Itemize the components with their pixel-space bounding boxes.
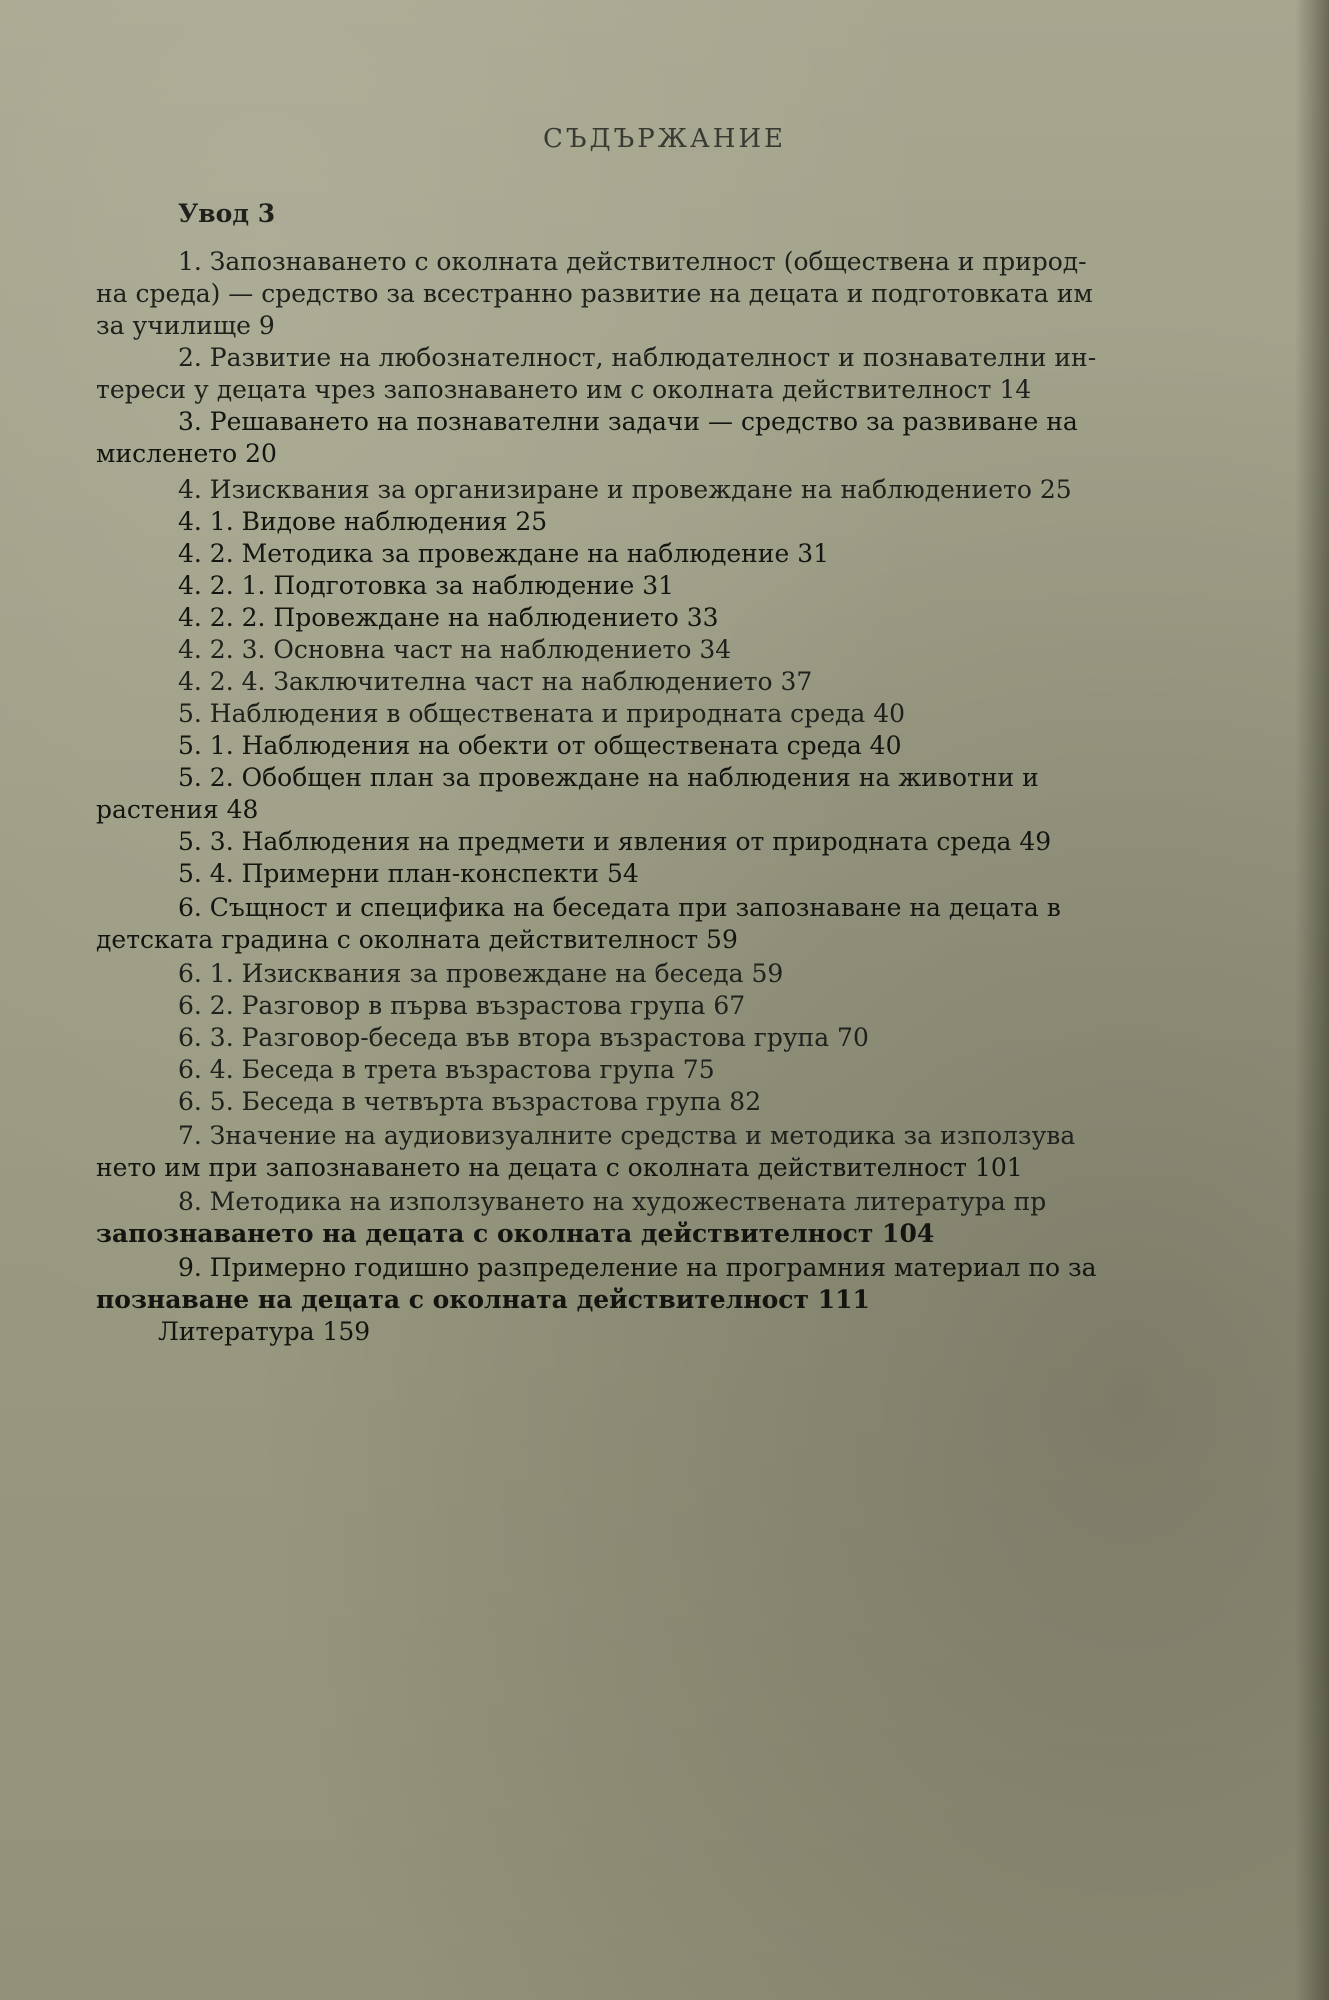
- toc-line: 2. Развитие на любознателност, наблюдателност и познавателни ин-: [178, 343, 1097, 372]
- toc-line: 8. Методика на използуването на художествената литература пр: [178, 1187, 1047, 1216]
- toc-line: за училище 9: [96, 311, 275, 340]
- toc-line: нето им при запознаването на децата с околната действителност 101: [96, 1153, 1023, 1182]
- toc-line: 4. Изисквания за организиране и провеждане на наблюдението 25: [178, 475, 1072, 504]
- page-title: СЪДЪРЖАНИЕ: [542, 124, 787, 154]
- toc-line: 6. 4. Беседа в трета възрастова група 75: [178, 1055, 715, 1084]
- toc-line: 4. 2. 4. Заключителна част на наблюдението 37: [178, 667, 813, 696]
- toc-line: растения 48: [96, 795, 259, 824]
- toc-line: 1. Запознаването с околната действителност (обществена и природ-: [178, 247, 1087, 276]
- toc-line: 5. 1. Наблюдения на обекти от обществената среда 40: [178, 731, 902, 760]
- toc-line: познаване на децата с околната действителност 111: [96, 1285, 870, 1314]
- toc-line: запознаването на децата с околната действителност 104: [96, 1219, 935, 1248]
- toc-line: 4. 2. 1. Подготовка за наблюдение 31: [178, 571, 675, 600]
- toc-line: тереси у децата чрез запознаването им с околната действителност 14: [96, 375, 1032, 404]
- toc-line: детската градина с околната действителност 59: [96, 925, 738, 954]
- toc-line: 6. 5. Беседа в четвърта възрастова група 82: [178, 1087, 762, 1116]
- toc-line: 6. 3. Разговор-беседа във втора възрастова група 70: [178, 1023, 869, 1052]
- toc-intro: Увод 3: [178, 199, 276, 228]
- toc-line: мисленето 20: [96, 439, 277, 468]
- toc-line: 5. 2. Обобщен план за провеждане на наблюдения на животни и: [178, 763, 1039, 792]
- toc-line: Литература 159: [158, 1317, 371, 1346]
- toc-line: 5. Наблюдения в обществената и природната среда 40: [178, 699, 906, 728]
- toc-line: 5. 4. Примерни план-конспекти 54: [178, 859, 639, 888]
- toc-line: 6. 2. Разговор в първа възрастова група 67: [178, 991, 746, 1020]
- toc-line: 5. 3. Наблюдения на предмети и явления от природната среда 49: [178, 827, 1052, 856]
- toc-line: 6. Същност и специфика на беседата при запознаване на децата в: [178, 893, 1061, 922]
- toc-line: 4. 2. 3. Основна част на наблюдението 34: [178, 635, 732, 664]
- toc-line: 6. 1. Изисквания за провеждане на беседа 59: [178, 959, 784, 988]
- toc-line: на среда) — средство за всестранно развитие на децата и подготовката им: [96, 279, 1093, 308]
- toc-line: 4. 2. 2. Провеждане на наблюдението 33: [178, 603, 719, 632]
- toc-line: 4. 1. Видове наблюдения 25: [178, 507, 548, 536]
- toc-line: 4. 2. Методика за провеждане на наблюдение 31: [178, 539, 830, 568]
- toc-line: 7. Значение на аудиовизуалните средства и методика за използува: [178, 1121, 1076, 1150]
- page-edge-shadow: [1295, 0, 1329, 2000]
- toc-line: 3. Решаването на познавателни задачи — средство за развиване на: [178, 407, 1078, 436]
- toc-line: 9. Примерно годишно разпределение на програмния материал по за: [178, 1253, 1097, 1282]
